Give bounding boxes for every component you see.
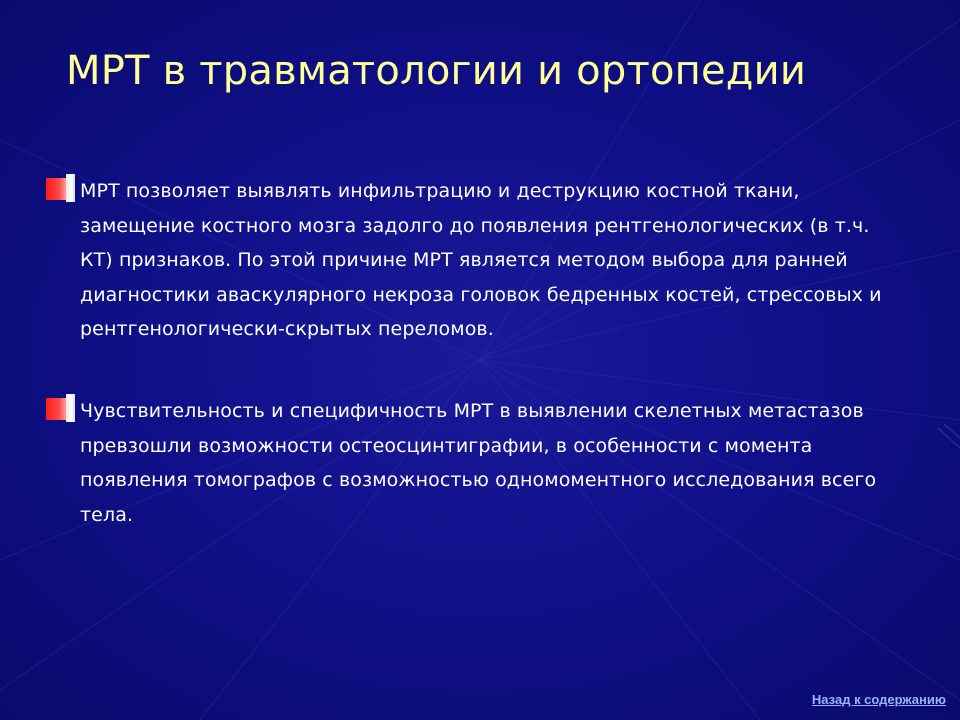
bullet-marker-icon xyxy=(46,174,74,202)
back-to-contents-link[interactable]: Назад к содержанию xyxy=(811,692,946,707)
bullet-text: Чувствительность и специфичность МРТ в выявлении скелетных метастазов превзошли возможности остеосцинтиграфии, в особенности с момента появления томографов с возможностью одномоментного исследования всего тела. xyxy=(80,400,877,526)
slide-title: МРТ в травматологии и ортопедии xyxy=(66,48,807,94)
bullet-marker-icon xyxy=(46,394,74,422)
bullet-text: МРТ позволяет выявлять инфильтрацию и деструкцию костной ткани, замещение костного мозга задолго до появления рентгенологических (в т.ч. КТ) признаков. По этой причине МРТ является методом выбора для ранней диагностики аваскулярного некроза головок бедренных костей, стрессовых и рентгенологически-скрытых переломов. xyxy=(80,180,882,340)
